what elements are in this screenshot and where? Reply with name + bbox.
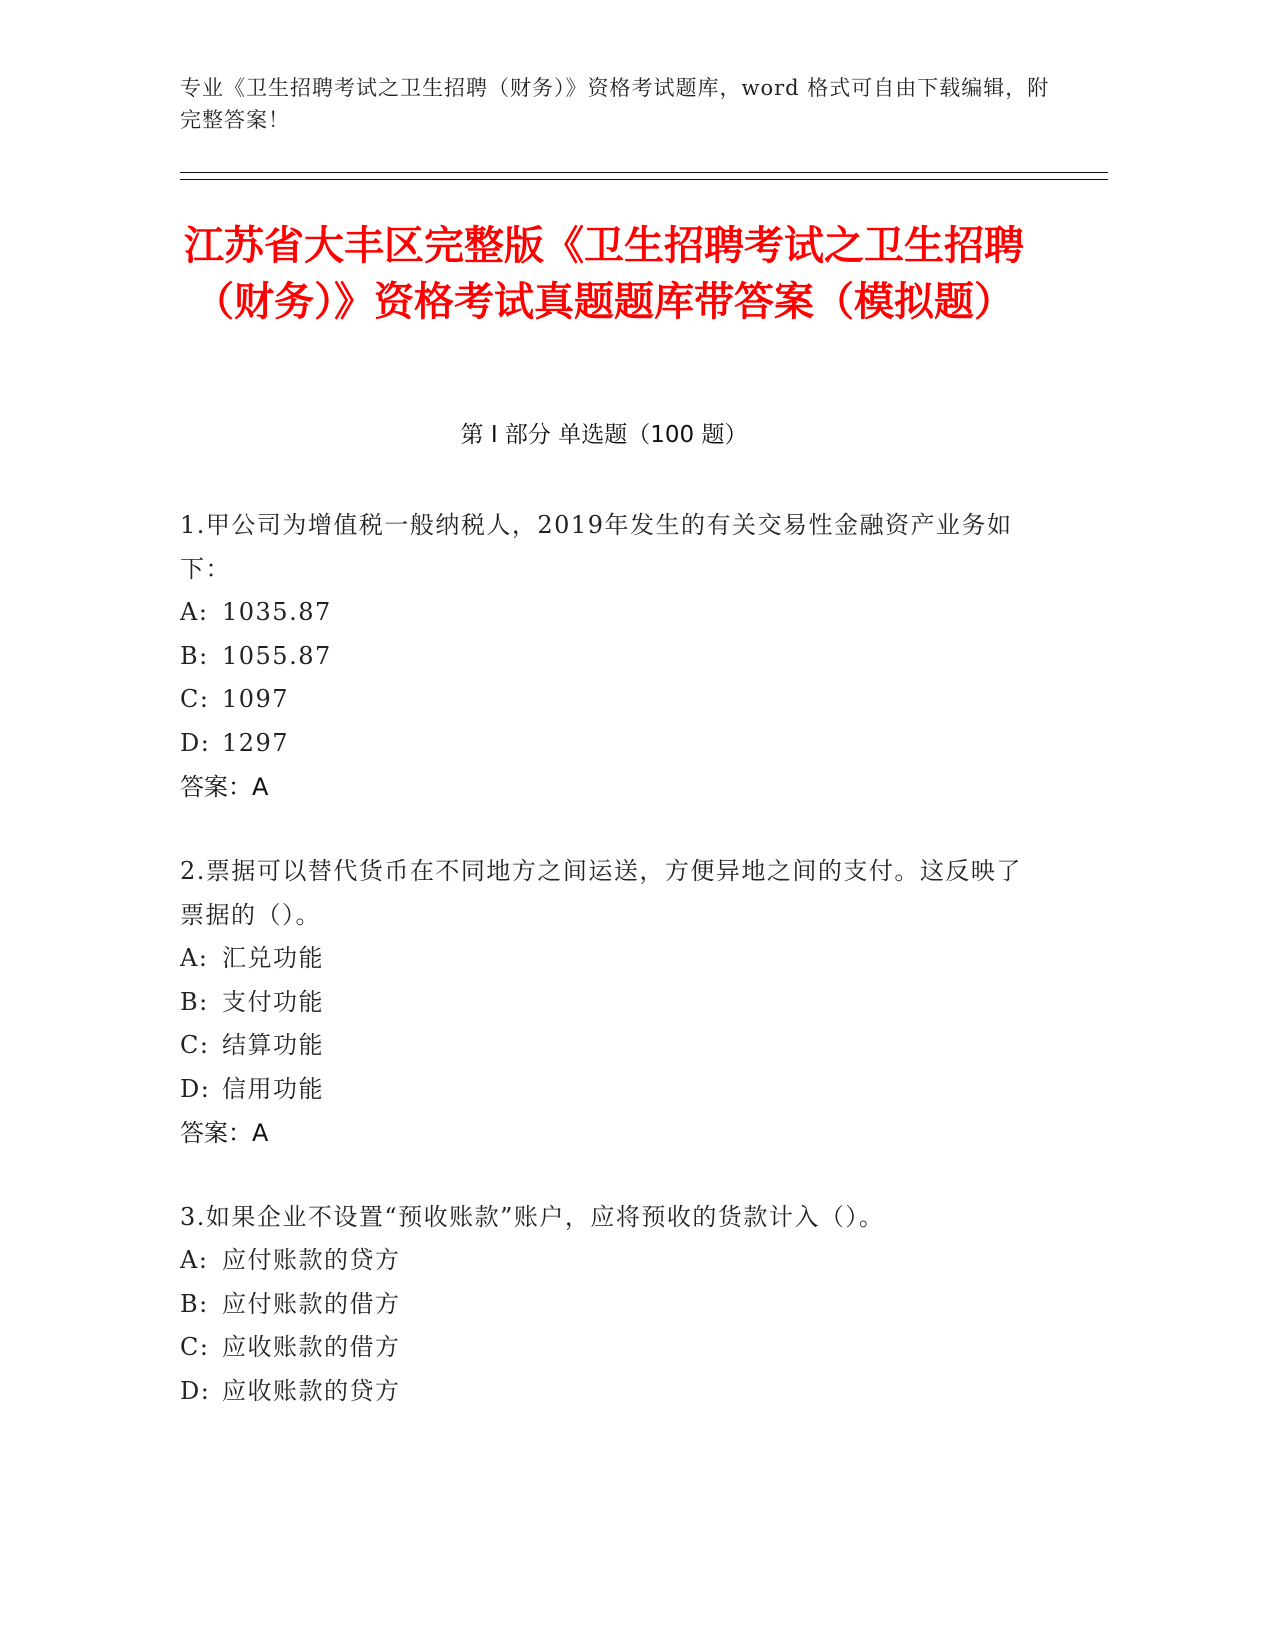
option-d — [180, 1068, 1028, 1112]
option-d — [180, 1370, 1028, 1414]
header-rule-top — [180, 172, 1108, 173]
question-2 — [180, 849, 1028, 1155]
option-letter: D: — [180, 1376, 211, 1405]
option-letter: C: — [180, 1333, 210, 1361]
question-list — [180, 503, 1028, 1453]
option-text: 应付账款的借方 — [222, 1289, 401, 1318]
option-c — [180, 1024, 1028, 1068]
option-text: 应付账款的贷方 — [222, 1246, 401, 1274]
option-letter: A: — [180, 598, 209, 626]
option-letter: A: — [180, 1246, 209, 1274]
option-text: 结算功能 — [222, 1031, 324, 1059]
answer-line: 答案：A — [180, 1119, 269, 1147]
option-letter: D: — [180, 728, 211, 757]
header-note: 专业《卫生招聘考试之卫生招聘（财务）》资格考试题库，word 格式可自由下载编辑，附完整答案！ — [180, 76, 1050, 132]
option-a — [180, 937, 1028, 981]
option-text: 1097 — [222, 685, 290, 713]
section-title: 第 I 部分 单选题（100 题） — [460, 422, 748, 448]
option-text: 信用功能 — [222, 1074, 324, 1103]
option-letter: C: — [180, 1031, 210, 1059]
question-stem: 2.票据可以替代货币在不同地方之间运送，方便异地之间的支付。这反映了票据的（）。 — [180, 857, 1022, 929]
option-b — [180, 981, 1028, 1025]
option-letter: C: — [180, 685, 210, 713]
question-1 — [180, 503, 1028, 809]
option-d — [180, 722, 1028, 766]
answer-line: 答案：A — [180, 773, 269, 801]
option-letter: B: — [180, 1289, 209, 1318]
option-text: 1297 — [222, 728, 290, 757]
question-3 — [180, 1195, 1028, 1413]
option-a — [180, 591, 1028, 635]
option-letter: B: — [180, 641, 209, 670]
option-letter: B: — [180, 987, 209, 1016]
option-text: 应收账款的贷方 — [222, 1376, 401, 1405]
option-c — [180, 1326, 1028, 1370]
option-letter: D: — [180, 1074, 211, 1103]
option-text: 支付功能 — [222, 987, 324, 1016]
option-text: 1035.87 — [222, 598, 332, 626]
option-c — [180, 678, 1028, 722]
question-stem: 3.如果企业不设置“预收账款”账户，应将预收的货款计入（）。 — [180, 1203, 885, 1231]
option-text: 1055.87 — [222, 641, 332, 670]
document-title: 江苏省大丰区完整版《卫生招聘考试之卫生招聘（财务）》资格考试真题题库带答案（模拟题） — [184, 223, 1024, 325]
option-letter: A: — [180, 944, 209, 972]
option-text: 汇兑功能 — [222, 944, 324, 972]
option-a — [180, 1239, 1028, 1283]
header-rule-bottom — [180, 179, 1108, 180]
option-text: 应收账款的借方 — [222, 1333, 401, 1361]
option-b — [180, 1283, 1028, 1327]
question-stem: 1.甲公司为增值税一般纳税人，2019年发生的有关交易性金融资产业务如下： — [180, 511, 1013, 583]
option-b — [180, 635, 1028, 679]
